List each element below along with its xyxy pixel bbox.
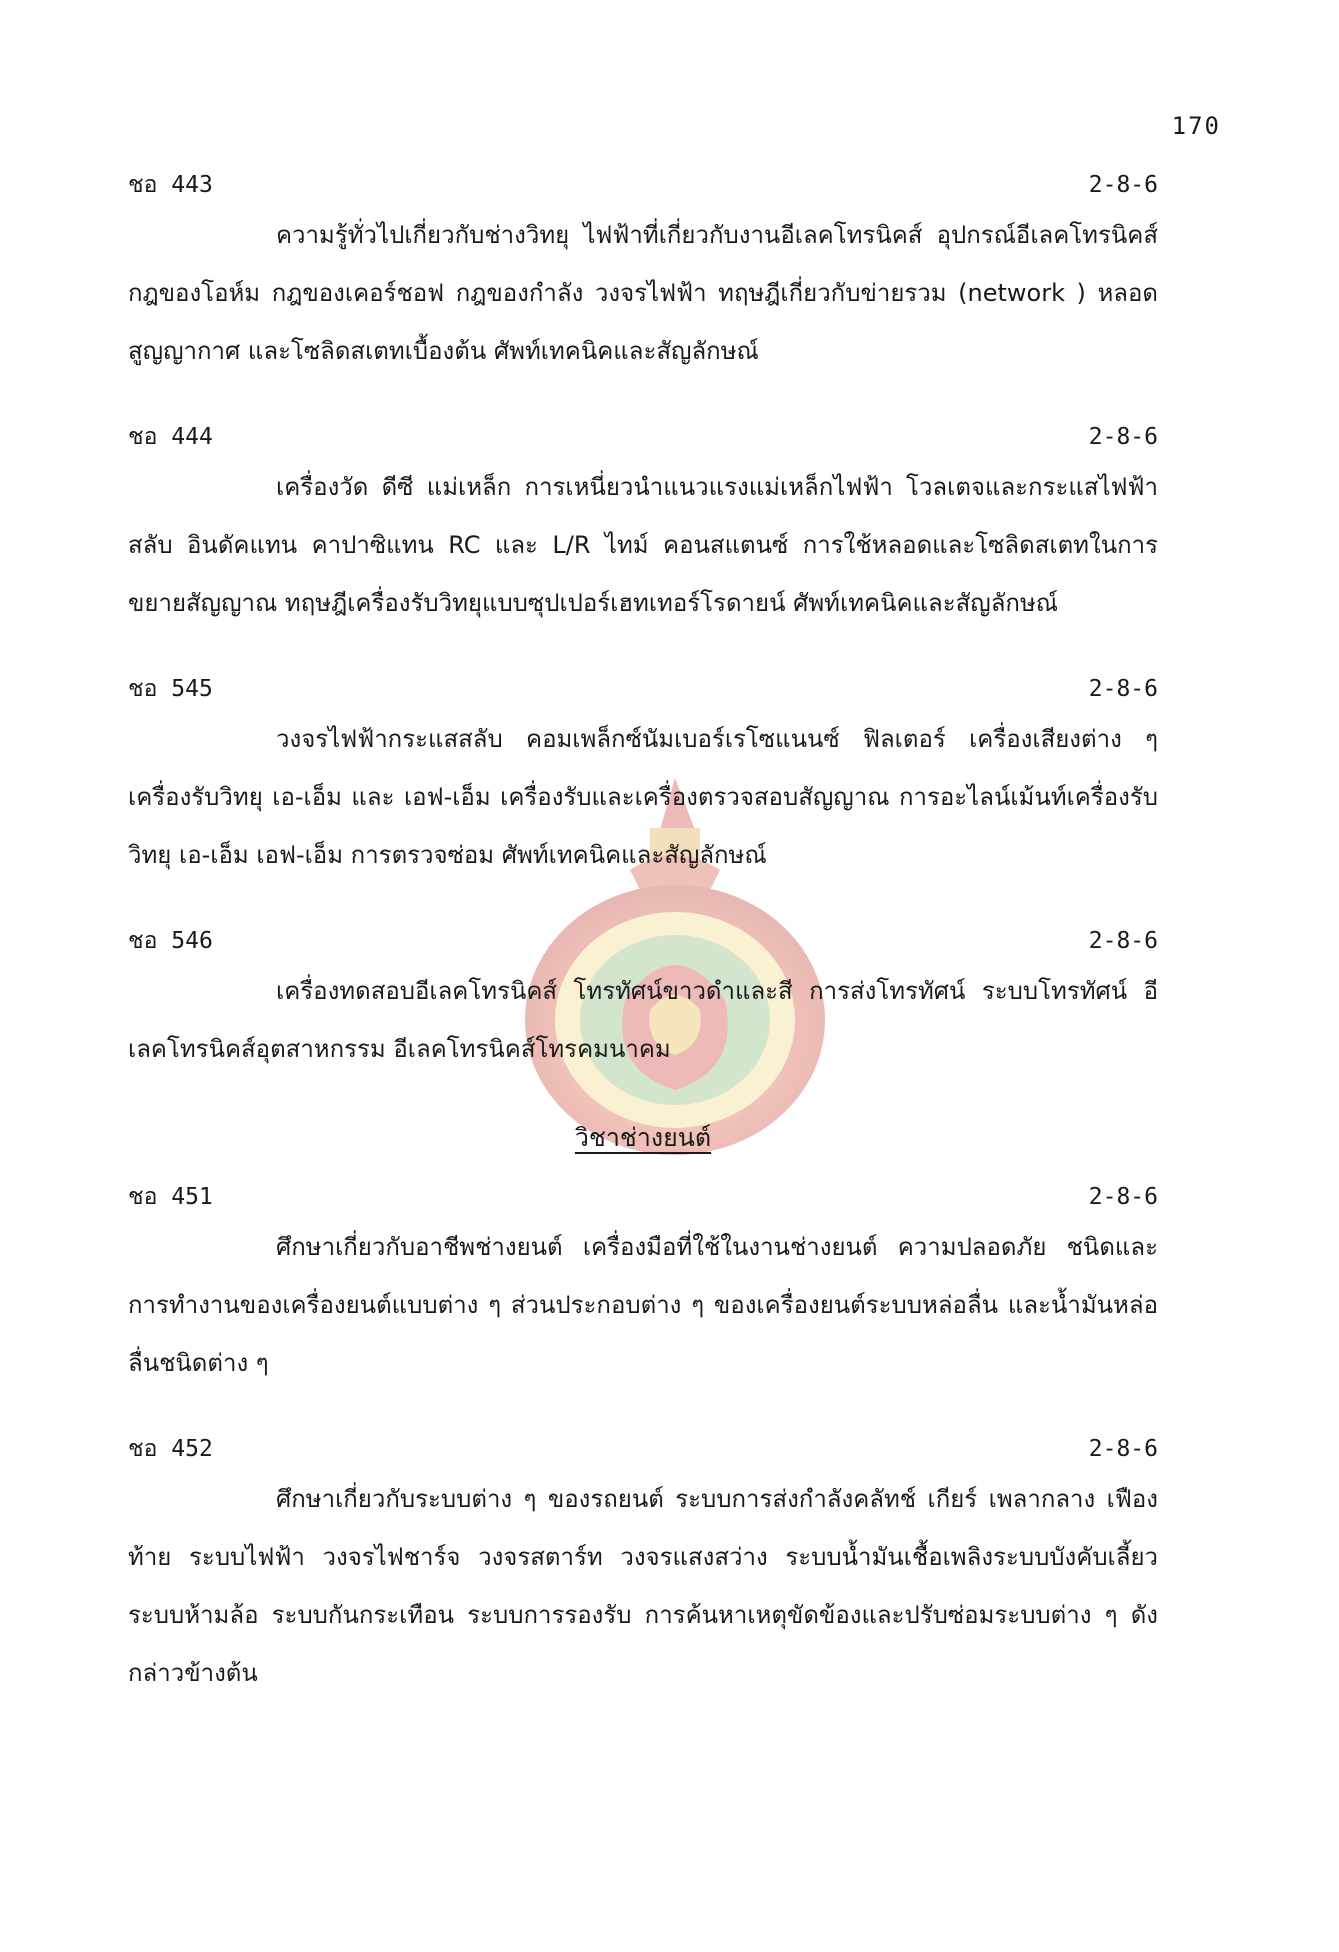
course-header xyxy=(128,420,1158,454)
course-credit: 2-8-6 xyxy=(1088,928,1158,954)
course-description: เครื่องวัด ดีซี แม่เหล็ก การเหนี่ยวนำแนวแรงแม่เหล็กไฟฟ้า โวลเตจและกระแสไฟฟ้าสลับ อินดัคแทน คาปาซิแทน RC และ L/R ไทม์ คอนสแตนซ์ การใช้หลอดและโซลิดสเตทในการขยายสัญญาณ ทฤษฎีเครื่องรับวิทยุแบบซุปเปอร์เฮทเทอร์โรดายน์ ศัพท์เทคนิคและสัญลักษณ์ xyxy=(128,473,1158,617)
course-header xyxy=(128,168,1158,202)
course-code: ชอ 545 xyxy=(128,676,213,702)
course-credit: 2-8-6 xyxy=(1088,1436,1158,1462)
course-entry xyxy=(128,168,1158,380)
course-entry xyxy=(128,924,1158,1078)
course-description: วงจรไฟฟ้ากระแสสลับ คอมเพล็กซ์นัมเบอร์เรโซแนนซ์ ฟิลเตอร์ เครื่องเสียงต่าง ๆ เครื่องรับวิทยุ เอ-เอ็ม และ เอฟ-เอ็ม เครื่องรับและเครื่องตรวจสอบสัญญาณ การอะไลน์เม้นท์เครื่องรับวิทยุ เอ-เอ็ม เอฟ-เอ็ม การตรวจซ่อม ศัพท์เทคนิคและสัญลักษณ์ xyxy=(128,725,1158,869)
course-code: ชอ 444 xyxy=(128,424,213,450)
section-title: วิชาช่างยนต์ xyxy=(574,1123,712,1152)
course-credit: 2-8-6 xyxy=(1088,1184,1158,1210)
course-header xyxy=(128,1180,1158,1214)
course-entry xyxy=(128,1432,1158,1702)
page-number: 170 xyxy=(1171,112,1221,140)
course-header xyxy=(128,1432,1158,1466)
course-code: ชอ 443 xyxy=(128,172,213,198)
document-content xyxy=(128,168,1158,1742)
course-header xyxy=(128,672,1158,706)
course-credit: 2-8-6 xyxy=(1088,676,1158,702)
course-description: ศึกษาเกี่ยวกับระบบต่าง ๆ ของรถยนต์ ระบบการส่งกำลังคลัทช์ เกียร์ เพลากลาง เฟืองท้าย ระบบไฟฟ้า วงจรไฟชาร์จ วงจรสตาร์ท วงจรแสงสว่าง ระบบน้ำมันเชื้อเพลิงระบบบังคับเลี้ยวระบบห้ามล้อ ระบบกันกระเทือน ระบบการรองรับ การค้นหาเหตุขัดข้องและปรับซ่อมระบบต่าง ๆ ดังกล่าวข้างต้น xyxy=(128,1485,1158,1687)
course-credit: 2-8-6 xyxy=(1088,424,1158,450)
course-description: ความรู้ทั่วไปเกี่ยวกับช่างวิทยุ ไฟฟ้าที่เกี่ยวกับงานอีเลคโทรนิคส์ อุปกรณ์อีเลคโทรนิคส์ กฎของโอห์ม กฎของเคอร์ชอฟ กฎของกำลัง วงจรไฟฟ้า ทฤษฎีเกี่ยวกับข่ายรวม (network ) หลอดสูญญากาศ และโซลิดสเตทเบื้องต้น ศัพท์เทคนิคและสัญลักษณ์ xyxy=(128,221,1158,365)
course-entry xyxy=(128,672,1158,884)
course-header xyxy=(128,924,1158,958)
course-entry xyxy=(128,1180,1158,1392)
course-code: ชอ 546 xyxy=(128,928,213,954)
course-code: ชอ 452 xyxy=(128,1436,213,1462)
course-code: ชอ 451 xyxy=(128,1184,213,1210)
course-entry xyxy=(128,420,1158,632)
course-description: เครื่องทดสอบอีเลคโทรนิคส์ โทรทัศน์ขาวดำและสี การส่งโทรทัศน์ ระบบโทรทัศน์ อีเลคโทรนิคส์อุตสาหกรรม อีเลคโทรนิคส์โทรคมนาคม xyxy=(128,977,1158,1063)
course-credit: 2-8-6 xyxy=(1088,172,1158,198)
course-description: ศึกษาเกี่ยวกับอาชีพช่างยนต์ เครื่องมือที่ใช้ในงานช่างยนต์ ความปลอดภัย ชนิดและการทำงานของเครื่องยนต์แบบต่าง ๆ ส่วนประกอบต่าง ๆ ของเครื่องยนต์ระบบหล่อลื่น และน้ำมันหล่อลื่นชนิดต่าง ๆ xyxy=(128,1233,1158,1377)
